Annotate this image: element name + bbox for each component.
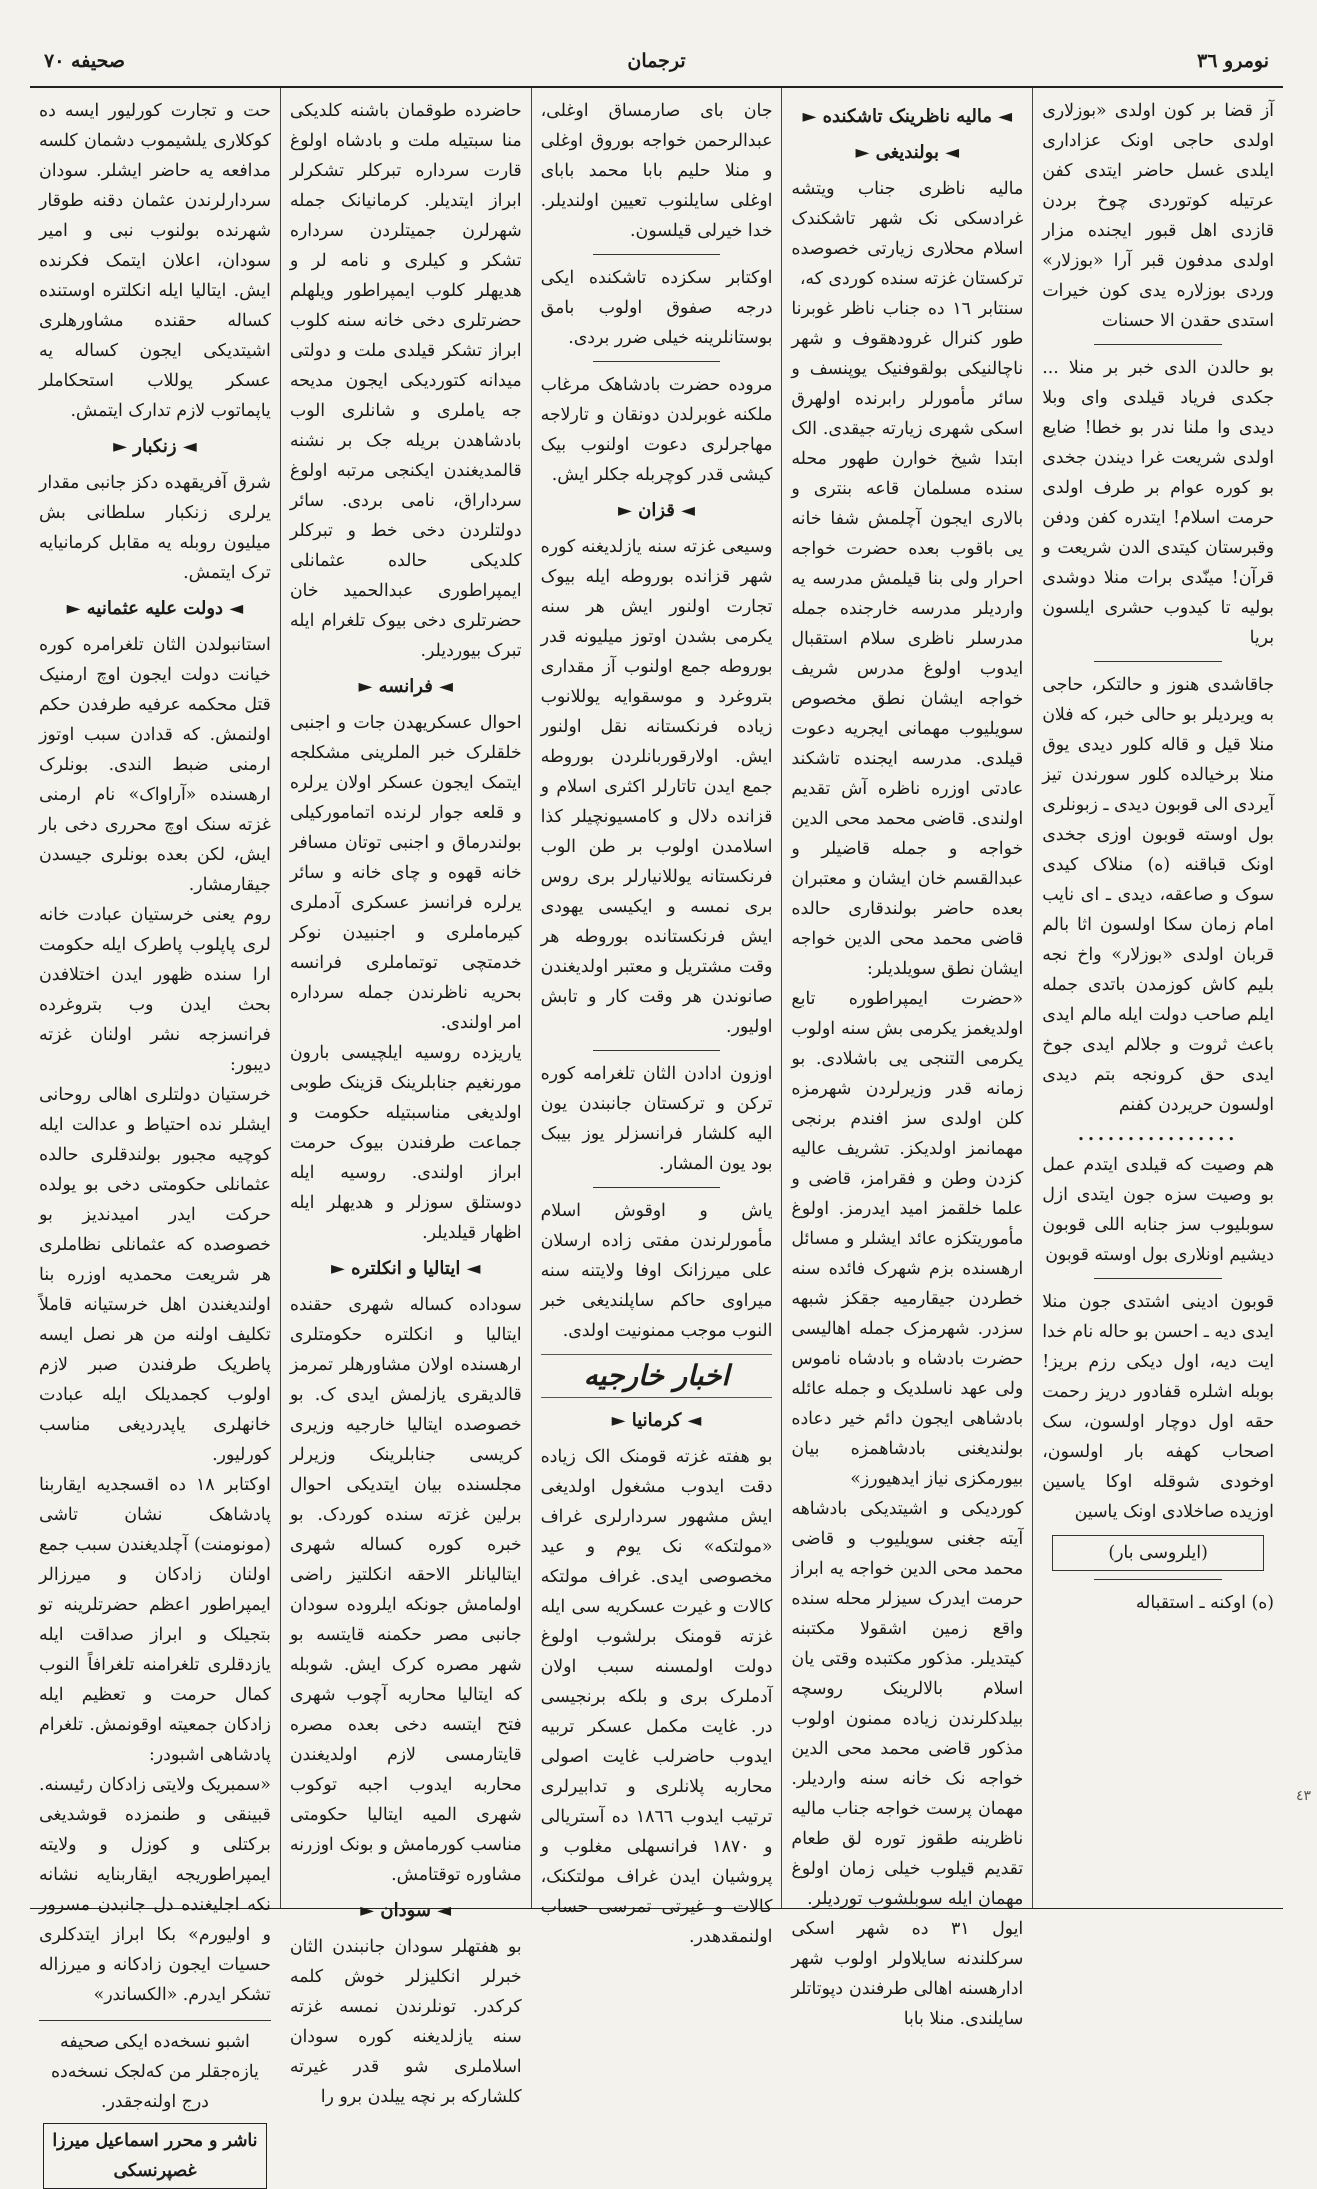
article-paragraph: سنتابر ١٦ ده جناب ناظر غوبرنا طور کنرال غرودهقوف و شهر ناچالنیکی بولقوفنیک یوپنسف و سائر مأمورلر رابرنده اولهرق اسکی شهری زیارته جیقدی. الک ابتدا شیخ خوارن طهور محله سنده مسلمان قاعه بنتری و بالاری ایجون آچلمش شفا خانه یی باقوب بعده حضرت خواجه احرار ولی بنا قیلمش مدرسه یه واردیلر مدرسه خارجنده جمله مدرسلر ناظری سلام استقبال ایدوب اولوغ مدرس شریف خواجه ایشان نطق مخصوص سویلیوب مهمانی ایجریه دعوت قیلدی. مدرسه ایجنده تاشکند عادتی اوزره ناظره آش تقدیم اولندی. قاضی محمد محی الدین خواجه و جمله قاضیلر و عبدالقسم خان ایشان و معتبران بعده حاضر بولندقاری حالده قاضی محمد محی الدین خواجه ایشان نطق سویلدیلر: [791, 299, 1024, 979]
separator-rule [593, 361, 720, 362]
article-paragraph: مالیه ناظری جناب ویتشه غرادسکی نک شهر تاشکندک اسلام محلاری زیارتی خصوصده ترکستان غزته سنده کوردی که، [791, 179, 1024, 289]
article-paragraph: استانبولدن الثان تلغرامره کوره خیانت دولت ایجون اوچ ارمنیک قتل محکمه عرفیه طرفدن حکم اولنمش. که قدادن سبب اوتوز ارمنی ضبط الندی. بونلرک ارهسنده «آراواک» نام ارمنی غزته سنک اوچ محرری دخی بار ایش، لکن بعده بونلری جیسدن جیقارمشار. [39, 635, 271, 895]
separator-rule [1094, 661, 1221, 662]
separator-rule [593, 1050, 720, 1051]
column-1 [1032, 88, 1283, 1908]
section-banner: اخبار خارجیه [541, 1354, 773, 1398]
article-paragraph: ایول ٣١ ده شهر اسکی سرکلندنه سایلاولر اولوب شهر ادارهسنه اهالی طرفندن دپوتاتلر سایلندی. منلا بابا [791, 1919, 1024, 2029]
section-heading: ◄ بولندیغی ► [791, 138, 1023, 168]
article-paragraph: قوبون ادینی اشتدی جون منلا ایدی دیه ـ احسن بو حاله نام خدا ایت دیه، اول دیکی رزم بریز! بوبله اشلره قفادور دریز رحمت حقه اول دوچار اولسون، سک اصحاب کهفه بار اولسون، اوخودی شوقله اوکا یاسین اوزیده صاخلادی اونک یاسین [1042, 1292, 1274, 1522]
section-heading: ◄ ایتالیا و انکلتره ► [290, 1254, 522, 1284]
publisher-line: ناشر و محرر اسماعیل میرزا غصپرنسکی [43, 2123, 267, 2189]
masthead [30, 38, 1283, 88]
article-paragraph: اوکتابر ١٨ ده اقسجدیه ایقاربنا پادشاهک نشان تاشی (مونومنت) آچلدیغندن سبب جمع اولنان زادکان و میرزالر ایمپراطور اعظم حضرتلرینه تو بتجیلک و ابراز صداقت ایله یازدقلری تلغرامنه تلغرافاً النوب کمال حرمت و تعظیم ایله زادکان جمعیته اوقونمش. تلغرام پادشاهی اشبودر: [39, 1475, 271, 1765]
article-paragraph: حاضرده طوقمان باشنه کلدیکی منا سبتیله ملت و بادشاه اولوغ قارت سرداره تبرکلر تشکرلر ابراز ایتدیلر. کرمانیانک جمله شهرلرن جمیتلردن سرداره تشکر و کیلری و نامه لر و هدیهلر کلوب ایمپراطور ویلهلم حضرتلری دخی خانه سنه کلوب ابراز تشکر قیلدی ملت و دولتی میدانه کتوردیکی ایجون مدیحه جه یاملری و شانلری الوب بادشاهدن بریله جک بر نشنه قالمدیغندن ایکنجی مرتبه اولوغ سرداراق، نامی بردی. سائر دولتلردن دخی خط و تبرکلر کلدیکی حالده عثمانلی ایمپراطوری عبدالحمید خان حضرتلری دخی بیوک تلغرام ایله تبرک بیوردیلر. [289, 101, 522, 661]
section-heading: ◄ کرمانیا ► [541, 1406, 773, 1436]
article-paragraph: «حضرت ایمپراطوره تابع اولدیغمز یکرمی بش سنه اولوب یکرمی التنجی یی باشلادی. بو زمانه قدر وزیرلردن شهرمزه کلن اولدی سز افندم برنجی مهمانمز اولدیکز. تشریف عالیه کزدن وطن و فقرامز، قاضی و علما خلقمز امید ایدرمز. اولوغ مأموریتکزه عائد ایشلر و مسائل ارهسنده بزم شهرک فائده سنه خطردن جیقارمیه جقکز شبهه سزدر. شهرمزک جمله اهالیسی حضرت بادشاه و بادشاه ناموس ولی عهد ناسلدیک و جمله عائله بادشاهی ایجون دائم خیر دعاده بولندیغنی بادشاهمزه بیان بیورمکزی نیاز ایدهیورز» [791, 989, 1024, 1489]
article-paragraph: وسیعی غزته سنه یازلدیغنه کوره شهر قزانده بوروطه ایله بیوک تجارت اولنور ایش هر سنه یکرمی بشدن اوتوز میلیونه قدر بوروطه جمع اولنوب آز مقداری بتروغرد و موسقوایه یوللانوب زیاده فرنکستانه نقل اولنور ایش. اولارقوربانلردن بوروطه جمع ایدن تاتارلر اکثری اسلام و قزانده دلال و کامسیونچیلر کذا اسلامدن اولوب بر طن الوب فرنکستانه یوللانیارلر بری روس بری نمسه و ایکیسی یهودی ایش فرنکستانده بوروطه هر وقت مشتریل و معتبر اولدیغندن صانوندن هر وقت کار و تابش اولیور. [540, 537, 773, 1037]
article-paragraph: کوردیکی و اشیتدیکی بادشاهه آیته جغنی سویلیوب و قاضی محمد محی الدین خواجه یه ابراز حرمت ایدرک سیزلر محله سنده واقع زمین اشقولا مکتبنه کیتدیلر. مذکور مکتبده وقتی یان اسلام بالالرینک روسچه بیلدکلرندن زیاده ممنون اولوب مذکور قاضی محمد محی الدین خواجه نک خانه سنه واردیلر. مهمان پرست خواجه جناب مالیه ناظرینه طقوز توره لق طعام تقدیم قیلوب خیلی زمان اولوغ مهمان ایله سوبلشوب توردیلر. [791, 1499, 1024, 1909]
column-4 [280, 88, 531, 2107]
article-paragraph: مروده حضرت بادشاهک مرغاب ملکنه غوبرلدن دونقان و تارلاجه مهاجرلری دعوت اولنوب بیک کیشی قدر کوچربله جکلر ایش. [540, 375, 773, 485]
issue-number-label: نومرو ٣٦ [1197, 50, 1269, 72]
section-heading: ◄ مالیه ناظرینک تاشکنده ► [791, 102, 1023, 132]
article-paragraph: حت و تجارت کورلیور ایسه ده کوکلاری یلشیموب دشمان کلسه مدافعه یه حاضر ایشلر. سودان سردارلرندن عثمان دقنه طوقار شهرنده بولنوب نبی و امیر سودان، اعلان ایتمک فکرنده ایش. ایتالیا ایله انکلتره اوستنده کساله حقنده مشاورهلری اشیتدیکی ایجون کساله یه عسکر یوللاب استحکاملر یاپماتوب لازم تدارک ایتمش. [39, 101, 271, 421]
ellipsis-separator: ................ [1077, 1125, 1239, 1145]
section-heading: ◄ زنکبار ► [39, 432, 271, 462]
separator-rule [1094, 1278, 1221, 1279]
article-paragraph: (ه) اوکنه ـ استقباله [1135, 1593, 1274, 1613]
article-paragraph: جان بای صارمساق اوغلی، عبدالرحمن خواجه بوروق اوغلی و منلا حلیم بابا محمد بابای اوغلی سایلنوب تعیین اولندیلر. خدا خیرلی قیلسون. [540, 101, 773, 241]
article-paragraph: سوداده کساله شهری حقنده ایتالیا و انکلتره حکومتلری ارهسنده اولان مشاورهلر تمرمز قالدیقری یازلمش ایدی ک. بو خصوصده ایتالیا خارجیه وزیری کریسی جنابلرینک وزیرلر مجلسنده بیان ایتدیکی احوال برلین غزته سنده کوردک. بو خبره کوره کساله شهری ایتالیانلر الاحقه انکلتیز راضی اولمامش جونکه ایلروده سودان جانبی مصر حکمنه قایتسه بو شهر مصره کرک ایش. شوبله که ایتالیا محاربه آچوب شهری فتح ایتسه دخی بعده مصره قایتارمسی لازم اولدیغندن محاربه ایدوب اجبه توکوب شهری المیه ایتالیا حکومتی مناسب کورمامش و بونک اوزرنه مشاوره توقتامش. [289, 1295, 522, 1885]
section-heading: ◄ دولت علیه عثمانیه ► [39, 594, 271, 624]
margin-number: ٤٣ [1295, 1788, 1311, 1804]
article-paragraph: یاش و اوقوش اسلام مأمورلرندن مفتی زاده ارسلان علی میرزانک اوفا ولایتنه سنه میراوی حاکم ساپلندیغی خبر النوب موجب ممنونیت اولدی. [540, 1201, 773, 1341]
section-heading: ◄ سودان ► [290, 1896, 522, 1926]
separator-rule [593, 1187, 720, 1188]
editorial-note: اشبو نسخه‌ده ایکی صحیفه یازه‌جقلر من که‌لجک نسخه‌ده درج اولنه‌جقدر. [39, 2020, 271, 2117]
column-5 [30, 88, 280, 2181]
article-paragraph: روم یعنی خرستیان عبادت خانه لری پاپلوب پاطرک ایله حکومت ارا سنده ظهور ایدن اختلافدن بحث ایدن وب بتروغرده فرانسزجه نشر اولنان غزته دیبور: [39, 905, 271, 1075]
article-columns [30, 88, 1283, 2181]
article-paragraph: احوال عسکریهدن جات و اجنبی خلقلرک خبر الملرینی مشکلجه ایتمک ایجون عسکر اولان یرلره و قلعه جوار لرنده اتمامورکیلی بولندرماق و اجنبی توتان مسافر خانه قهوه و چای خانه و سائر یرلره فرانسز عسکری آدملری کیرماملری و اجنبیدن نوکر خدمتچی توتماملری فرانسه بحریه ناظرندن جمله سرداره امر اولندی. [289, 713, 522, 1033]
article-paragraph: خرستیان دولتلری اهالی روحانی ایشلر نده احتیاط و عدالت ایله کوچیه مجبور بولندقلری حالده عثمانلی حکومتی دخی بو یولده حرکت ایدر امیدندیز بو خصوصده که عثمانلی نظاملری هر شریعت محمدیه اوزره بنا اولندیغندن اهل خرستیانه قاملاً تکلیف اولنه من هر نصل ایسه پاطریک طرفندن صبر لازم اولوب کجمدیلک ایله عبادت خانهلری یاپدردیغی مناسب کورلیور. [39, 1085, 271, 1465]
article-paragraph: شرق آفریقهده دکز جانبی مقدار یرلری زنکبار سلطانی بش میلیون روبله یه مقابل کرمانیایه ترک ایتمش. [39, 473, 271, 583]
article-paragraph: بو حالدن الدی خبر بر منلا ... جکدی فریاد قیلدی وای وبلا دیدی وا ملنا ندر بو خطا! ضایع اولدی شریعت غرا دیندن جخدی بو کوره عوام بر طرف اولدی حرمت اسلام! ایتدره کفن ودفن وقبرستان کیتدی الدن شریعت و قرآن! مینّدی برات منلا دوشدی بولیه تا کیدوب حشری ایلسون بریا [1042, 358, 1274, 648]
column-2 [781, 88, 1032, 2029]
column-3 [531, 88, 782, 1947]
section-heading: ◄ فرانسه ► [290, 672, 522, 702]
section-heading: ◄ قزان ► [541, 496, 773, 526]
separator-rule [1094, 1579, 1221, 1580]
article-paragraph: هم وصیت که قیلدی ایتدم عمل بو وصیت سزه جون ایتدی ازل سوبلیوب سز جنابه اللی قوبون دیشیم اونلاری بول اوسته قوبون [1042, 1155, 1274, 1265]
article-paragraph: جاقاشدی هنوز و حالتکر، حاجی به ویردیلر بو حالی خبر، که فلان منلا قیل و قاله کلور دیدی یوق منلا برخیالده کلور سورندن تیز آیردی الی قوبون دیدی ـ زبونلری بول اوسته قوبون اوزی جخدی اونک قباقنه (ه) منلاک کیدی سوک و صاعقه، دیدی ـ ای نایب امام زمان سکا اولسون اثا بالم قربان اولدی «بوزلار» واخ نجه بلیم کاش کوزمدن باتدی جمله ایلم صاحب دولت ایله مالم ایدی باعث ثروت و جلالم ایدی جوخ ایدی حق کرونجه بتم دیدی اولسون حریردن کفنم [1042, 675, 1274, 1115]
article-paragraph: اوزون ادادن الثان تلغرامه کوره ترکن و ترکستان جانبندن یون الیه کلشار فرانسزلر یوز بیبک بود یون المشار. [540, 1064, 773, 1174]
article-paragraph: اوکتابر سکزده تاشکنده ایکی درجه صفوق اولوب بامق بوستانلرینه خیلی ضرر بردی. [540, 268, 773, 348]
article-paragraph: یاریزده روسیه ایلچیسی بارون مورنغیم جنابلرینک قزینک طوبی اولدیغی مناسبتیله حکومت و جماعت طرفندن بیوک حرمت ابراز اولندی. روسیه ایله دوستلق سوزلر و هدیهلر ایله اظهار قیلدیلر. [289, 1043, 522, 1243]
article-paragraph: آز قضا بر کون اولدی «بوزلاری اولدی حاجی اونک عزاداری ایلدی غسل حاضر ایتدی کفن عرتیله کوتوردی چوخ بردن قازدی اهل قبور ایجنده مزار اولدی مدفون قبر آرا «بوزلار» وردی بوزلاره یدی کون خیرات استدی حقدن الا حسنات [1042, 101, 1274, 331]
article-paragraph: بو هفته غزته قومنک الک زیاده دقت ایدوب مشغول اولدیغی ایش مشهور سردارلری غراف «مولتکه» نک یوم و عید مخصوصی ایدی. غراف مولتکه کالات و غیرت عسکریه سی ایله غزته قومنک برلشوب اولوغ دولت اولمسنه سبب اولان آدملرک بری و بلکه برنجیسی در. غایت مکمل عسکر تربیه ایدوب حاضرلب غایت اصولی محاربه پلانلری و تدابیرلری ترتیب ایدوب ١٨٦٦ ده آستریالی و ١٨٧٠ فرانسهلی مغلوب و پروشیان ایدن غراف مولتکنک، کالات و غیرتی تمرسی حساب اولنمقدهدر. [540, 1447, 773, 1947]
separator-rule [593, 254, 720, 255]
newspaper-title: ترجمان [627, 50, 686, 72]
article-paragraph: بو هفتهلر سودان جانبندن الثان خبرلر انکلیزلر خوش کلمه کرکدر. تونلرندن نمسه غزته سنه یازلدیغنه کوره سودان اسلاملری شو قدر غیرته کلشارکه بر نچه ییلدن برو را [289, 1937, 522, 2107]
separator-rule [1094, 344, 1221, 345]
continued-note: (ایلروسی بار) [1052, 1535, 1264, 1571]
page-number-label: ۷۰ صحیفه [44, 50, 125, 72]
article-paragraph: «سمبریک ولایتی زادکان رئیسنه. قبینقی و طنمزده قوشدیغی برکتلی و کوزل و ولایته ایمپراطوریجه ایقاربنایه نشانه نکه اجلیغنده دل جانبدن مسرور و اولیورم» بکا ابراز ایتدکلری حسیات ایجون زادکانه و میرزاله تشکر ایدرم. «الکساندر» [39, 1775, 271, 2005]
